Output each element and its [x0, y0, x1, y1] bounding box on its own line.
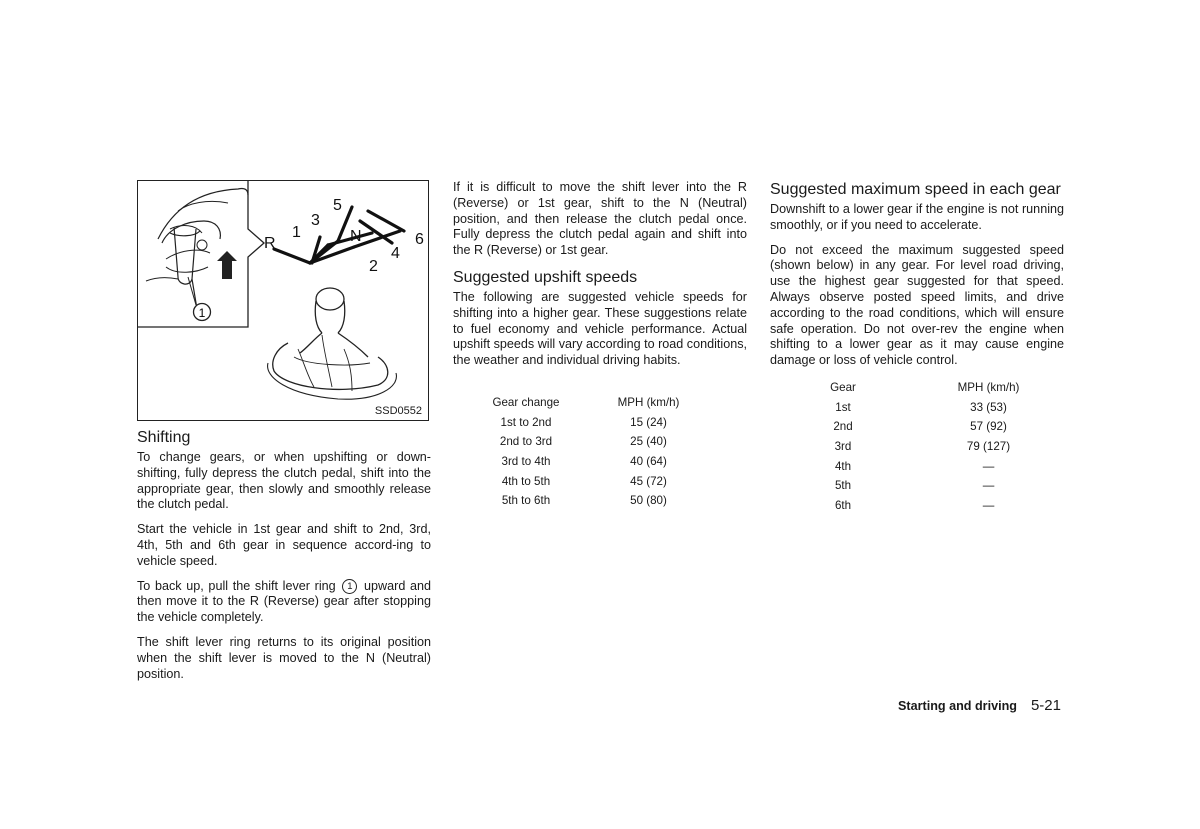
callout-ref-icon: 1 — [342, 579, 357, 594]
gear-label-3: 3 — [311, 212, 320, 229]
table-cell: — — [982, 479, 995, 493]
callout-1-label: 1 — [198, 306, 206, 320]
shift-lever-illustration — [137, 180, 429, 421]
table-cell: 4th to 5th — [501, 474, 551, 488]
table-row — [800, 496, 1091, 516]
table-row — [476, 452, 721, 472]
shift-diagram — [138, 181, 429, 421]
table-cell: 45 (72) — [630, 474, 667, 488]
max-speed-paragraph-2: Do not exceed the maximum suggested speed (shown below) in any gear. For level road driving, use the highest gear suggested for that speed. Always observe posted speed limits, and drive according to the road conditions, which will ensure safe operation. Do not over-rev the engine when shifting to a lower gear as it may cause engine damage or loss of vehicle control. — [770, 242, 1064, 368]
table-row — [800, 456, 1091, 476]
table-row — [800, 476, 1091, 496]
table-header: MPH (km/h) — [617, 396, 680, 410]
table-cell: 25 (40) — [630, 435, 667, 449]
table-cell: — — [982, 459, 995, 473]
max-speed-section — [770, 180, 1064, 378]
table-cell: 2nd to 3rd — [499, 435, 553, 449]
gear-label-n: N — [350, 228, 362, 245]
table-row — [800, 417, 1091, 437]
page-footer — [898, 697, 1061, 714]
table-cell: 33 (53) — [970, 400, 1007, 414]
table-row — [476, 471, 721, 491]
section-title: Starting and driving — [898, 699, 1017, 713]
upshift-section — [453, 180, 747, 378]
upshift-heading: Suggested upshift speeds — [453, 268, 638, 286]
table-cell: 57 (92) — [970, 420, 1007, 434]
gear-label-2: 2 — [369, 258, 378, 275]
shifting-paragraph-3 — [137, 579, 431, 626]
table-cell: 4th — [834, 459, 852, 473]
table-cell: 3rd to 4th — [501, 455, 551, 469]
gear-label-4: 4 — [391, 245, 400, 262]
table-cell: 2nd — [833, 420, 853, 434]
table-row — [800, 437, 1091, 457]
shifting-paragraph-2: Start the vehicle in 1st gear and shift to 2nd, 3rd, 4th, 5th and 6th gear in sequence accord-ing to vehicle speed. — [137, 522, 431, 568]
table-header: Gear — [830, 381, 856, 395]
p3-text-after: upward and then move it to the R (Reverse) gear after stopping the vehicle completely. — [137, 578, 432, 625]
shifting-heading: Shifting — [137, 429, 191, 446]
table-header-row — [476, 393, 721, 413]
shifting-paragraph-4: The shift lever ring returns to its original position when the shift lever is moved to the N (Neutral) position. — [137, 634, 431, 681]
table-cell: 1st to 2nd — [500, 415, 552, 429]
table-cell: 79 (127) — [966, 440, 1011, 454]
table-cell: 50 (80) — [630, 494, 667, 508]
table-cell: 15 (24) — [630, 415, 667, 429]
table-cell: 40 (64) — [630, 455, 667, 469]
gear-label-5: 5 — [333, 197, 342, 214]
table-row — [800, 398, 1091, 418]
gear-label-r: R — [264, 235, 276, 252]
table-row — [476, 432, 721, 452]
upshift-intro: The following are suggested vehicle speeds for shifting into a higher gear. These suggestions relate to fuel economy and vehicle performance. Actual upshift speeds will vary according to road conditions, the weather and individual driving habits. — [453, 289, 748, 368]
table-header: Gear change — [492, 396, 560, 410]
table-cell: — — [982, 498, 995, 512]
arrow-up-icon — [217, 251, 237, 279]
shifting-paragraph-1: To change gears, or when upshifting or down-shifting, fully depress the clutch pedal, shift into the appropriate gear, then slowly and smoothly release the clutch pedal. — [137, 450, 431, 512]
max-speed-heading: Suggested maximum speed in each gear — [770, 181, 1061, 198]
p3-text-before: To back up, pull the shift lever ring — [137, 578, 336, 593]
max-speed-table — [800, 378, 1091, 515]
table-cell: 5th to 6th — [501, 494, 551, 508]
page-number: 5-21 — [1030, 697, 1061, 714]
table-header-row — [800, 378, 1091, 398]
table-cell: 5th — [834, 479, 852, 493]
table-cell: 1st — [835, 400, 851, 414]
shifting-section — [137, 428, 431, 691]
max-speed-paragraph-1: Downshift to a lower gear if the engine is not running smoothly, or if you need to accelerate. — [770, 202, 1064, 232]
gear-label-1: 1 — [292, 224, 301, 241]
shift-knob — [268, 288, 397, 399]
table-cell: 6th — [834, 498, 852, 512]
figure-code: SSD0552 — [374, 405, 422, 417]
gear-label-6: 6 — [415, 231, 424, 248]
table-header: MPH (km/h) — [957, 381, 1020, 395]
table-row — [476, 491, 721, 511]
reverse-note: If it is difficult to move the shift lever into the R (Reverse) or 1st gear, shift to the N (Neutral) position, and then release the clutch pedal once. Fully depress the clutch pedal again and shift into the R (Reverse) or 1st gear. — [453, 180, 747, 258]
table-row — [476, 413, 721, 433]
table-cell: 3rd — [834, 440, 852, 454]
upshift-table — [476, 393, 721, 511]
